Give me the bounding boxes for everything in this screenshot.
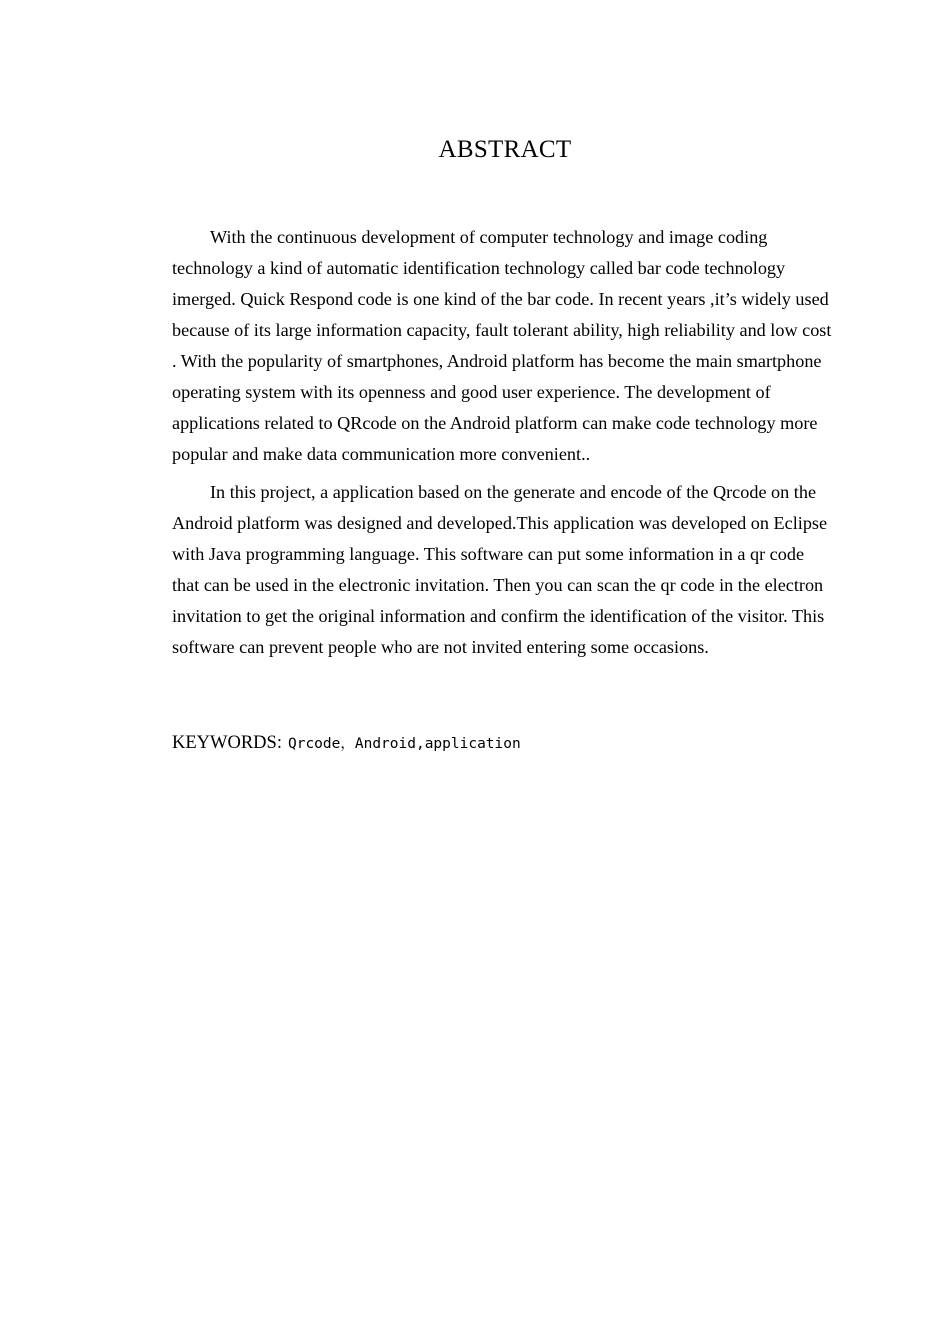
keywords-line <box>172 729 832 758</box>
abstract-paragraph-1: With the continuous development of computer technology and image coding technology a kind of automatic identification technology called bar code technology imerged. Quick Respond code is one kind of the bar code. In recent years ,it’s widely used because of its large information capacity, fault tolerant ability, high reliability and low cost . With the popularity of smartphones, Android platform has become the main smartphone operating system with its openness and good user experience. The development of applications related to QRcode on the Android platform can make code technology more popular and make data communication more convenient.. <box>172 227 832 464</box>
abstract-paragraph-2: In this project, a application based on the generate and encode of the Qrcode on the Android platform was designed and developed.This application was developed on Eclipse with Java programming language. This software can put some information in a qr code that can be used in the electronic invitation. Then you can scan the qr code in the electron invitation to get the original information and confirm the identification of the visitor. This software can prevent people who are not invited entering some occasions. <box>172 482 828 657</box>
keywords-label: KEYWORDS: <box>172 733 282 753</box>
abstract-title: ABSTRACT <box>438 136 572 163</box>
keywords-values: Qrcode，Android,application <box>287 736 521 752</box>
abstract-body <box>172 222 832 663</box>
